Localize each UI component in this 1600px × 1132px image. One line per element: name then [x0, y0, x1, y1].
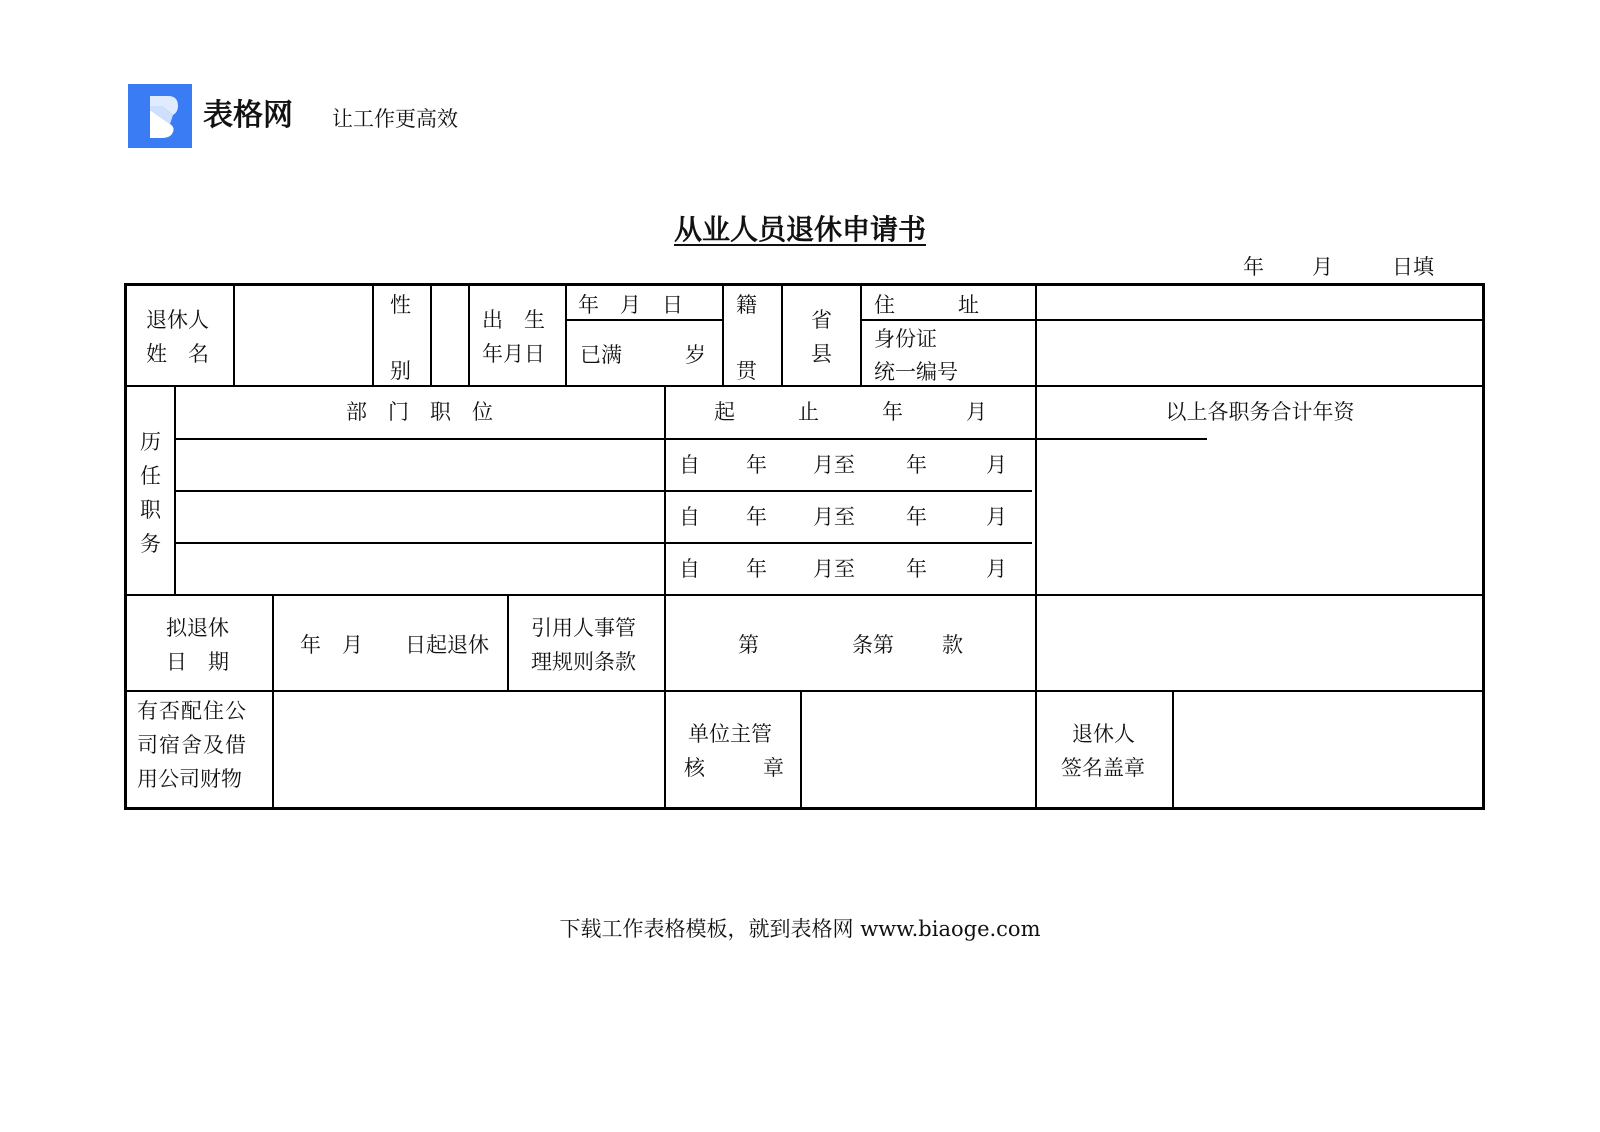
planned-date-label-2: 日 期 — [166, 650, 229, 674]
divider — [507, 595, 509, 691]
divider — [800, 691, 802, 808]
period-year-label: 年 — [906, 453, 927, 477]
divider — [272, 691, 274, 808]
history-label-char: 历 — [140, 430, 161, 454]
housing-field[interactable] — [275, 693, 663, 807]
gender-label-bottom: 别 — [390, 359, 411, 383]
dept-position-field[interactable] — [177, 441, 663, 489]
native-place-label-bottom: 贯 — [736, 359, 757, 383]
total-years-field[interactable] — [1038, 441, 1482, 593]
housing-label: 有否配住公 — [137, 699, 247, 723]
period-month-to-label: 月至 — [813, 557, 855, 581]
birth-label-2: 年月日 — [482, 342, 545, 366]
history-label-char: 职 — [140, 498, 161, 522]
gender-field[interactable] — [433, 287, 466, 383]
divider — [372, 285, 374, 386]
divider — [1035, 595, 1037, 691]
housing-label: 用公司财物 — [137, 767, 242, 791]
period-year-label: 年 — [746, 505, 767, 529]
divider — [175, 542, 1032, 544]
period-month-label: 月 — [986, 453, 1007, 477]
divider — [233, 285, 235, 386]
divider — [1035, 285, 1037, 386]
divider — [664, 691, 666, 808]
rule-remark-field[interactable] — [1038, 597, 1482, 689]
divider — [430, 285, 432, 386]
retiree-name-label-2: 姓 名 — [146, 342, 209, 366]
period-from-label: 自 — [679, 557, 700, 581]
page-title: 从业人员退休申请书 — [673, 213, 926, 246]
divider — [175, 490, 1032, 492]
id-label-2: 统一编号 — [874, 360, 958, 384]
supervisor-label: 单位主管 — [688, 722, 772, 746]
history-label-char: 务 — [140, 532, 161, 556]
divider — [722, 285, 724, 386]
divider — [565, 285, 567, 386]
history-label-char: 任 — [140, 464, 161, 488]
rule-label-2: 理规则条款 — [531, 650, 636, 674]
housing-label: 司宿舍及借 — [137, 733, 247, 757]
fill-date-year: 年 — [1243, 255, 1264, 279]
divider — [1172, 691, 1174, 808]
retiree-name-field[interactable] — [236, 287, 370, 383]
divider — [781, 285, 783, 386]
retire-from-field[interactable]: 年 月 日起退休 — [300, 633, 489, 657]
period-year-label: 年 — [906, 557, 927, 581]
rule-label: 引用人事管 — [531, 616, 636, 640]
supervisor-seal-field[interactable] — [803, 693, 1034, 807]
address-label: 住 址 — [874, 293, 979, 317]
age-field[interactable]: 已满 岁 — [580, 343, 706, 367]
brand-name: 表格网 — [203, 98, 293, 133]
id-number-field[interactable] — [1038, 322, 1482, 383]
divider — [1035, 691, 1037, 808]
birth-date-field[interactable]: 年 月 日 — [578, 293, 683, 317]
fill-date-month: 月 — [1312, 255, 1333, 279]
period-from-label: 自 — [679, 505, 700, 529]
dept-position-header: 部 门 职 位 — [346, 400, 493, 424]
divider — [468, 285, 470, 386]
divider — [860, 319, 1483, 321]
id-label: 身份证 — [874, 327, 937, 351]
county-field[interactable]: 县 — [811, 342, 832, 366]
period-year-label: 年 — [746, 557, 767, 581]
retiree-name-label: 退休人 — [146, 308, 209, 332]
dept-position-field[interactable] — [177, 545, 663, 593]
address-field[interactable] — [1038, 287, 1482, 318]
period-header: 起 止 年 月 — [714, 400, 987, 424]
dept-position-field[interactable] — [177, 493, 663, 541]
birth-label: 出 生 — [482, 308, 545, 332]
divider — [126, 385, 1483, 387]
native-place-label-top: 籍 — [736, 293, 757, 317]
total-years-header: 以上各职务合计年资 — [1165, 400, 1355, 424]
supervisor-he-label: 核 — [684, 756, 705, 780]
province-field[interactable]: 省 — [811, 308, 832, 332]
gender-label-top: 性 — [390, 293, 411, 317]
period-month-label: 月 — [986, 557, 1007, 581]
clause-di-label: 第 — [738, 633, 759, 657]
supervisor-zhang-label: 章 — [763, 756, 784, 780]
signature-label: 退休人 — [1072, 722, 1135, 746]
planned-date-label: 拟退休 — [166, 616, 229, 640]
period-month-label: 月 — [986, 505, 1007, 529]
biaoge-logo-icon — [128, 84, 192, 148]
signature-field[interactable] — [1175, 693, 1482, 807]
divider — [175, 438, 1207, 440]
divider — [272, 595, 274, 691]
period-month-to-label: 月至 — [813, 453, 855, 477]
divider — [126, 690, 1483, 692]
period-year-label: 年 — [906, 505, 927, 529]
divider — [860, 285, 862, 386]
clause-tiaodi-label: 条第 — [852, 633, 894, 657]
period-from-label: 自 — [679, 453, 700, 477]
divider — [664, 595, 666, 691]
divider — [126, 594, 1483, 596]
divider — [565, 319, 723, 321]
footer-text: 下载工作表格模板，就到表格网 www.biaoge.com — [559, 917, 1041, 941]
brand-slogan: 让工作更高效 — [332, 107, 458, 131]
period-month-to-label: 月至 — [813, 505, 855, 529]
clause-kuan-label: 款 — [942, 633, 963, 657]
signature-label-2: 签名盖章 — [1061, 756, 1145, 780]
period-year-label: 年 — [746, 453, 767, 477]
fill-date-day: 日填 — [1392, 255, 1434, 279]
